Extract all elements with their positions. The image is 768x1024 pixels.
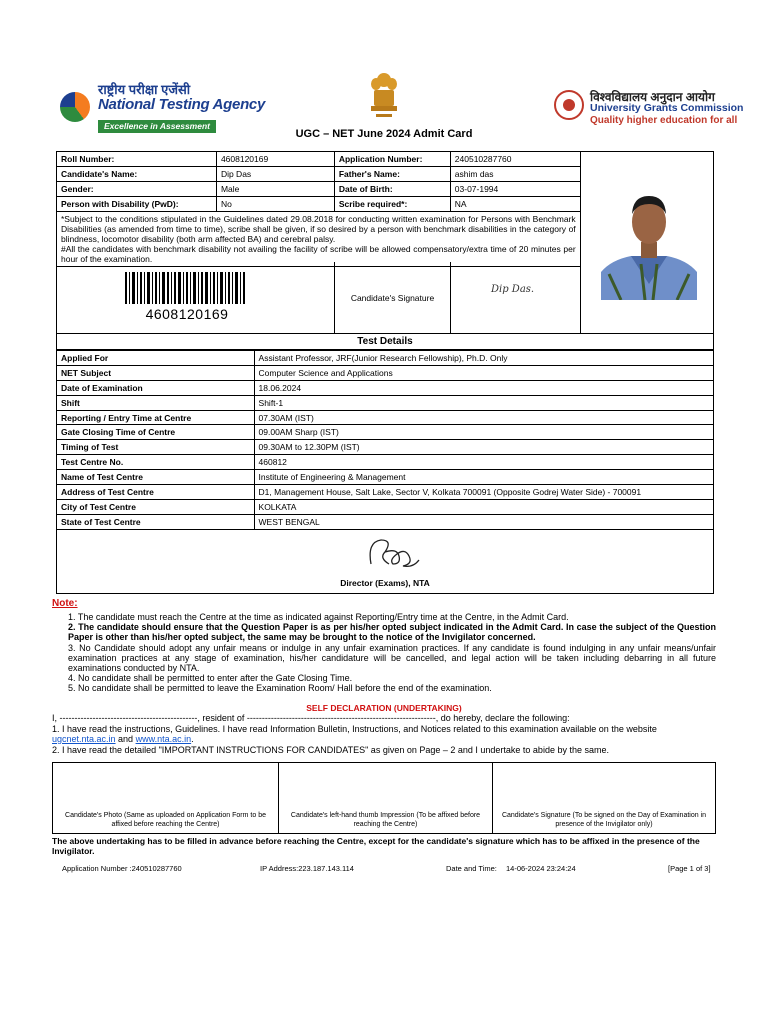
ugc-seal-icon	[554, 90, 584, 120]
test-detail-row	[57, 470, 714, 485]
footer-date-value: 14-06-2024 23:24:24	[506, 864, 576, 873]
ugc-tagline: Quality higher education for all	[590, 115, 738, 126]
signature-affix-box: Candidate's Signature (To be signed on the Day of Examination in presence of the Invigilator only)	[501, 812, 707, 828]
app-value: 240510287760	[450, 152, 580, 167]
declaration-footnote: The above undertaking has to be filled in advance before reaching the Centre, except for the candidate's signature which has to be affixed in the presence of the Invigilator.	[52, 836, 700, 856]
note-item: 4. No candidate shall be permitted to enter after the Gate Closing Time.	[68, 673, 353, 684]
test-detail-row	[57, 440, 714, 455]
test-detail-value: 18.06.2024	[254, 380, 713, 395]
gender-value: Male	[216, 182, 334, 197]
barcode-signature-row	[56, 262, 581, 334]
test-detail-row	[57, 499, 714, 514]
test-detail-label: Gate Closing Time of Centre	[57, 425, 255, 440]
test-detail-label: Shift	[57, 395, 255, 410]
roll-value: 4608120169	[216, 152, 334, 167]
and-text: and	[115, 734, 136, 744]
test-detail-row	[57, 351, 714, 366]
footer-ip: IP Address:223.187.143.114	[260, 864, 354, 873]
test-detail-row	[57, 380, 714, 395]
dob-value: 03-07-1994	[450, 182, 580, 197]
test-detail-label: City of Test Centre	[57, 499, 255, 514]
declaration-line-2: 1. I have read the instructions, Guidelines. I have read Information Bulletin, Instructions, and Notices related to this examination available on the website	[52, 723, 657, 734]
pwd-value: No	[216, 197, 334, 212]
test-detail-value: 07.30AM (IST)	[254, 410, 713, 425]
dot-text: .	[191, 734, 194, 744]
test-detail-value: Institute of Engineering & Management	[254, 470, 713, 485]
scribe-label: Scribe required*:	[334, 197, 450, 212]
test-detail-label: Reporting / Entry Time at Centre	[57, 410, 255, 425]
test-detail-value: D1, Management House, Salt Lake, Sector V, Kolkata 700091 (Opposite Godrej Water Side) - 700091	[254, 485, 713, 500]
barcode-icon	[125, 272, 245, 304]
test-detail-value: 09.30AM to 12.30PM (IST)	[254, 440, 713, 455]
test-detail-label: State of Test Centre	[57, 514, 255, 529]
test-detail-row	[57, 365, 714, 380]
thumb-affix-box: Candidate's left-hand thumb Impression (To be affixed before reaching the Centre)	[279, 763, 493, 833]
nta-tagline: Excellence in Assessment	[98, 120, 216, 133]
nta-english-name: National Testing Agency	[98, 96, 266, 113]
test-details-heading: Test Details	[56, 334, 714, 350]
declaration-line-3: 2. I have read the detailed "IMPORTANT INSTRUCTIONS FOR CANDIDATES" as given on Page – 2 and I undertake to abide by the same.	[52, 744, 609, 755]
pwd-label: Person with Disability (PwD):	[57, 197, 217, 212]
app-label: Application Number:	[334, 152, 450, 167]
test-detail-value: Shift-1	[254, 395, 713, 410]
footer-page: [Page 1 of 3]	[668, 864, 711, 873]
candidate-photo-image	[601, 184, 697, 300]
test-detail-row	[57, 485, 714, 500]
test-detail-value: Assistant Professor, JRF(Junior Research Fellowship), Ph.D. Only	[254, 351, 713, 366]
director-label: Director (Exams), NTA	[340, 578, 430, 588]
affix-boxes	[52, 762, 716, 834]
ugc-logo	[554, 88, 744, 132]
pwd-note	[57, 212, 581, 267]
national-emblem-icon	[366, 70, 402, 122]
dob-label: Date of Birth:	[334, 182, 450, 197]
test-detail-row	[57, 514, 714, 529]
declaration-text	[52, 713, 716, 755]
test-detail-value: Computer Science and Applications	[254, 365, 713, 380]
page-title: UGC – NET June 2024 Admit Card	[295, 128, 473, 140]
nta-hindi-name: राष्ट्रीय परीक्षा एजेंसी	[98, 82, 191, 97]
test-detail-label: Address of Test Centre	[57, 485, 255, 500]
signature-label: Candidate's Signature	[335, 262, 451, 334]
ugc-english-name: University Grants Commission	[590, 102, 744, 114]
pwd-note-text-2: #All the candidates with benchmark disability not availing the facility of scribe will be allowed compensatory/extra time of 20 minutes per hour of the examination.	[61, 244, 576, 264]
test-detail-label: Name of Test Centre	[57, 470, 255, 485]
test-detail-value: WEST BENGAL	[254, 514, 713, 529]
test-detail-value: 09.00AM Sharp (IST)	[254, 425, 713, 440]
note-title: Note:	[52, 598, 78, 609]
test-detail-row	[57, 410, 714, 425]
ugcnet-link[interactable]: ugcnet.nta.ac.in	[52, 734, 116, 744]
barcode-cell	[57, 262, 335, 334]
notes-list	[68, 612, 716, 694]
director-signature-box	[56, 528, 714, 594]
test-detail-label: Test Centre No.	[57, 455, 255, 470]
declaration-links	[52, 734, 716, 745]
photo-affix-box: Candidate's Photo (Same as uploaded on Application Form to be affixed before reaching the Centre)	[53, 763, 279, 833]
name-label: Candidate's Name:	[57, 167, 217, 182]
self-declaration-title: SELF DECLARATION (UNDERTAKING)	[306, 703, 462, 713]
ugc-hindi-name: विश्वविद्यालय अनुदान आयोग	[590, 90, 715, 104]
director-signature	[363, 534, 423, 572]
test-detail-row	[57, 425, 714, 440]
candidate-signature: Dip Das.	[491, 284, 535, 295]
test-detail-value: KOLKATA	[254, 499, 713, 514]
note-item: 1. The candidate must reach the Centre at the time as indicated against Reporting/Entry time at the Centre, in the Admit Card.	[68, 612, 569, 622]
father-value: ashim das	[450, 167, 580, 182]
note-item: 2. The candidate should ensure that the Question Paper is as per his/her opted subject indicated in the Admit Card. In case the subject of the Question Paper is other than his/her opted subject, the same may be brought to the notice of the Invigilator concerned.	[68, 622, 716, 643]
footer-app-number: Application Number :240510287760	[62, 864, 182, 873]
nta-logo-icon	[60, 92, 90, 122]
note-item: 3. No Candidate should adopt any unfair means or indulge in any unfair examination practices. If any candidate is found indulging in any unfair means/unfair examination practices at any stage of examination, his/her candidature will be cancelled, and legal action will be taken including debarring in all future examinations conducted by NTA.	[68, 642, 716, 674]
name-value: Dip Das	[216, 167, 334, 182]
test-detail-label: Date of Examination	[57, 380, 255, 395]
pwd-note-text: *Subject to the conditions stipulated in the Guidelines dated 29.08.2018 for conducting written examination for Persons with Benchmark Disabilities (as amended from time to time), scribe shall be given, if so desired by a person with benchmark disabilities in the category of blindness, locomotor disability (both arm affected BA) and cerebral palsy.	[61, 214, 576, 244]
father-label: Father's Name:	[334, 167, 450, 182]
test-details-table	[56, 350, 714, 530]
roll-label: Roll Number:	[57, 152, 217, 167]
test-detail-value: 460812	[254, 455, 713, 470]
nta-link[interactable]: www.nta.ac.in	[135, 734, 192, 744]
scribe-value: NA	[450, 197, 580, 212]
test-detail-row	[57, 455, 714, 470]
barcode-number: 4608120169	[145, 306, 229, 322]
test-detail-label: Timing of Test	[57, 440, 255, 455]
footer-date-label: Date and Time:	[446, 864, 497, 873]
note-item: 5. No candidate shall be permitted to leave the Examination Room/ Hall before the end of the examination.	[68, 683, 492, 694]
declaration-line-1: I, ----------------------------------------------, resident of ---------------------------------------------------------------, do hereby, declare the following:	[52, 713, 570, 723]
candidate-photo	[580, 151, 714, 334]
test-detail-label: Applied For	[57, 351, 255, 366]
test-detail-row	[57, 395, 714, 410]
gender-label: Gender:	[57, 182, 217, 197]
test-detail-label: NET Subject	[57, 365, 255, 380]
